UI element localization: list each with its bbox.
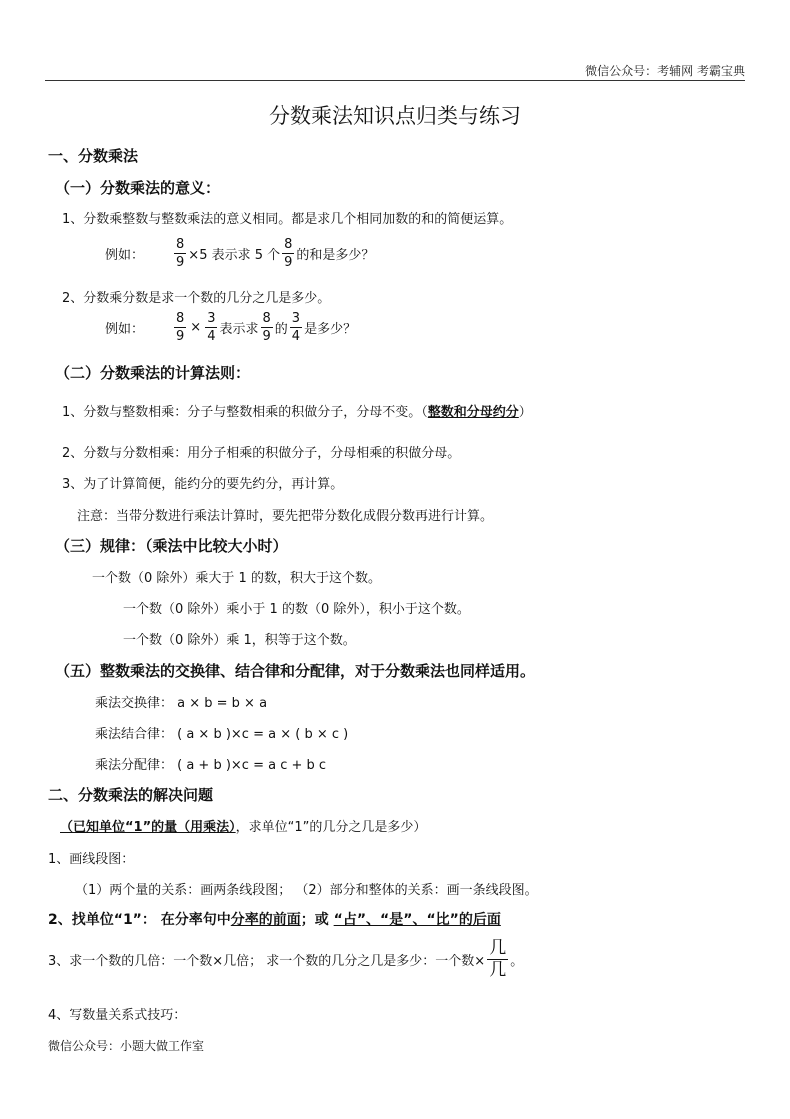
times-sign: × <box>190 320 202 335</box>
fraction <box>290 312 302 343</box>
example-1 <box>105 238 374 269</box>
section-2-item-3-text: 3、求一个数的几倍：一个数×几倍； 求一个数的几分之几是多少：一个数× <box>48 954 486 969</box>
fraction <box>282 238 294 269</box>
part-2-item-1-emphasis: 整数和分母约分 <box>427 405 519 420</box>
part-2-heading: （二）分数乘法的计算法则： <box>55 364 251 382</box>
fraction-denominator: 9 <box>284 255 293 270</box>
part-1-item-2: 2、分数乘分数是求一个数的几分之几是多少。 <box>62 291 331 306</box>
section-2-item-2-text: 2、找单位“1”： 在分率句中 <box>48 912 231 928</box>
part-2-item-1 <box>62 401 532 420</box>
section-2-intro-rest: ，求单位“1”的几分之几是多少） <box>235 820 427 835</box>
section-1-heading: 一、分数乘法 <box>48 147 139 165</box>
section-2-item-2-mid: ；或 <box>300 912 334 928</box>
header-divider <box>45 80 745 81</box>
fraction <box>487 940 508 979</box>
example-2-label: 例如： <box>105 322 145 337</box>
page-title: 分数乘法知识点归类与练习 <box>269 104 521 128</box>
rule-3: 一个数（0 除外）乘 1，积等于这个数。 <box>123 633 356 648</box>
example-1-mid: ×5 表示求 5 个 <box>188 248 281 263</box>
fraction-numerator: 8 <box>262 311 271 326</box>
part-1-heading: （一）分数乘法的意义： <box>55 179 221 197</box>
part-1-item-1: 1、分数乘整数与整数乘法的意义相同。都是求几个相同加数的和的简便运算。 <box>62 212 513 227</box>
example-1-end: 的和是多少？ <box>296 248 375 263</box>
header-source: 微信公众号：考辅网 考霸宝典 <box>585 64 745 78</box>
fraction-numerator: 几 <box>489 938 507 958</box>
section-2-item-1: 1、画线段图： <box>48 852 135 867</box>
example-2-end: 是多少？ <box>304 322 357 337</box>
example-2 <box>105 312 356 343</box>
part-2-note: 注意：当带分数进行乘法计算时，要先把带分数化成假分数再进行计算。 <box>77 509 494 524</box>
fraction-denominator: 几 <box>489 960 507 980</box>
law-distributive: 乘法分配律： ( a + b )×c = a c + b c <box>95 758 327 773</box>
law-commutative: 乘法交换律： a × b = b × a <box>95 696 268 711</box>
part-3-heading: （三）规律：（乘法中比较大小时） <box>55 537 288 555</box>
fraction-denominator: 9 <box>176 255 185 270</box>
example-2-mid: 表示求 <box>219 322 259 337</box>
fraction-denominator: 9 <box>262 329 271 344</box>
fraction <box>205 312 217 343</box>
fraction-numerator: 8 <box>176 311 185 326</box>
fraction-numerator: 8 <box>176 237 185 252</box>
rule-2: 一个数（0 除外）乘小于 1 的数（0 除外），积小于这个数。 <box>123 602 470 617</box>
section-2-item-3 <box>48 940 523 979</box>
example-2-de: 的 <box>274 322 288 337</box>
section-2-item-2-emphasis-1: 分率的前面 <box>230 912 301 928</box>
fraction <box>174 238 186 269</box>
fraction-numerator: 8 <box>284 237 293 252</box>
section-2-item-3-end: 。 <box>510 954 524 969</box>
section-2-item-2-emphasis-2: “占”、“是”、“比”的后面 <box>333 912 501 928</box>
fraction-denominator: 4 <box>207 329 216 344</box>
section-2-intro-emphasis: （已知单位“1”的量（用乘法） <box>60 820 236 835</box>
part-2-item-2: 2、分数与分数相乘：用分子相乘的积做分子，分母相乘的积做分母。 <box>62 446 461 461</box>
law-associative: 乘法结合律： ( a × b )×c = a × ( b × c ) <box>95 727 349 742</box>
fraction-denominator: 9 <box>176 329 185 344</box>
fraction-numerator: 3 <box>207 311 216 326</box>
section-2-item-4: 4、写数量关系式技巧： <box>48 1008 187 1023</box>
rule-1: 一个数（0 除外）乘大于 1 的数，积大于这个数。 <box>92 571 381 586</box>
example-1-label: 例如： <box>105 248 145 263</box>
part-2-item-1-text: 1、分数与整数相乘：分子与整数相乘的积做分子，分母不变。（ <box>62 405 428 420</box>
section-2-item-1-sub: （1）两个量的关系：画两条线段图； （2）部分和整体的关系：画一条线段图。 <box>75 883 538 898</box>
fraction-numerator: 3 <box>291 311 301 326</box>
part-5-heading: （五）整数乘法的交换律、结合律和分配律，对于分数乘法也同样适用。 <box>55 662 536 680</box>
part-2-item-1-end: ） <box>518 405 532 420</box>
section-2-heading: 二、分数乘法的解决问题 <box>48 786 214 804</box>
fraction-denominator: 4 <box>291 329 301 344</box>
fraction <box>261 312 273 343</box>
part-2-item-3: 3、为了计算简便，能约分的要先约分，再计算。 <box>62 477 344 492</box>
fraction <box>174 312 186 343</box>
footer-source: 微信公众号：小题大做工作室 <box>48 1039 205 1053</box>
section-2-item-2 <box>48 909 501 929</box>
section-2-intro <box>60 816 426 835</box>
